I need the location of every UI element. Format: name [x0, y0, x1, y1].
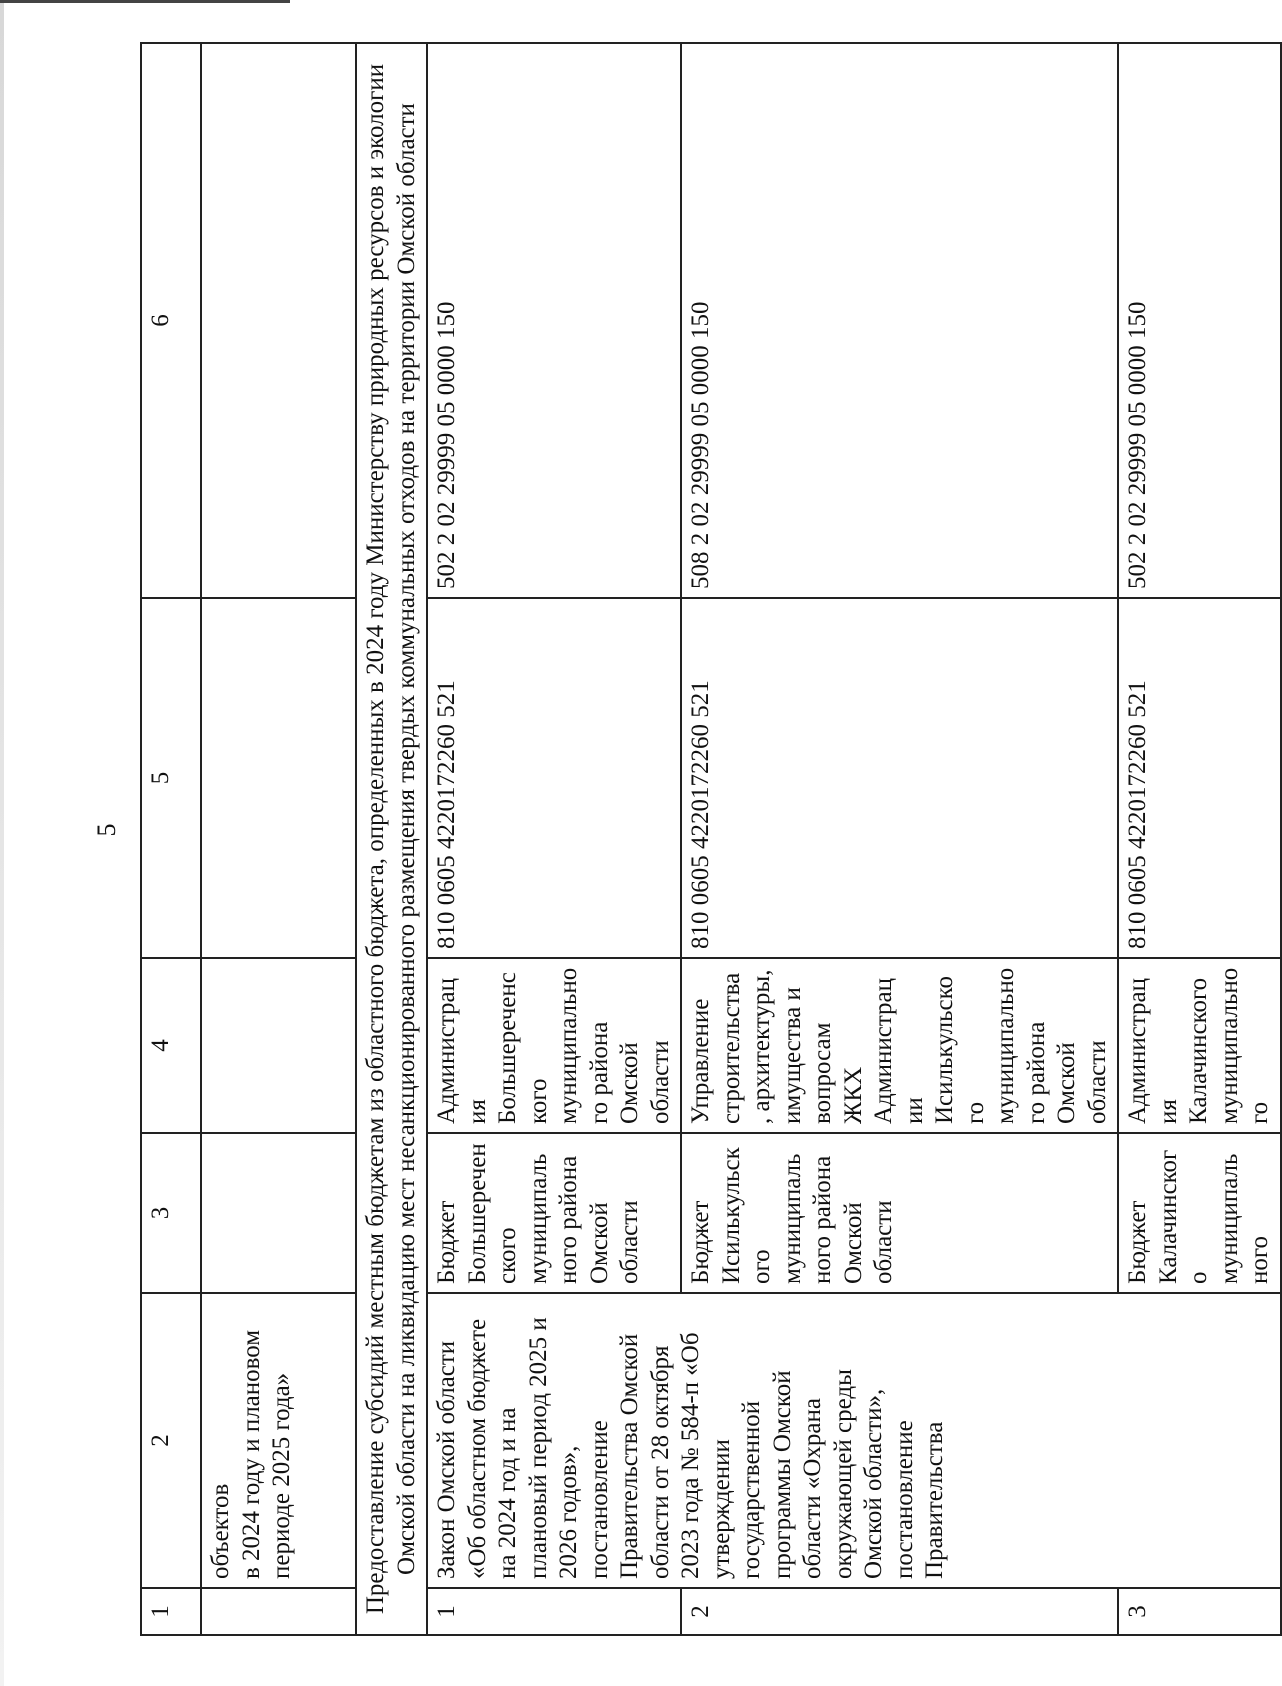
header-col-6: 6	[141, 43, 201, 598]
cell-budget: Бюджет Большереченского муниципального района Омской области	[427, 1133, 681, 1293]
cell-legal-basis-continuation: объектов в 2024 году и плановом периоде 2025 года»	[201, 1293, 356, 1588]
cell-num	[201, 1588, 356, 1635]
header-col-2: 2	[141, 1293, 201, 1588]
rotated-table-wrapper	[140, 44, 1273, 1636]
cell-budget	[201, 1133, 356, 1293]
cell-code-income: 508 2 02 29999 05 0000 150	[681, 43, 1118, 598]
cell-code-income: 502 2 02 29999 05 0000 150	[427, 43, 681, 598]
section-title: Предоставление субсидий местным бюджетам из областного бюджета, определенных в 2024 году Министерству природных ресурсов и экологии Омской области на ликвидацию мест несанкционированного размещения твердых коммунальных отходов на территории Омской области	[356, 43, 427, 1635]
cell-code-income: 502 2 02 29999 05 0000 150	[1118, 43, 1281, 598]
header-col-1: 1	[141, 1588, 201, 1635]
cell-admin: Управление строительства, архитектуры, имущества и вопросам ЖКХ Администрации Исилькульского муниципального района Омской области	[681, 958, 1118, 1133]
table-section-row	[356, 43, 427, 1635]
table-row	[427, 43, 681, 1635]
page-number: 5	[92, 823, 121, 837]
cell-code-expense: 810 0605 4220172260 521	[427, 598, 681, 958]
scan-edge	[0, 0, 4, 1686]
cell-legal-basis: Закон Омской области «Об областном бюджете на 2024 год и на плановый период 2025 и 2026 годов», постановление Правительства Омской области от 28 октября 2023 года № 584-п «Об утверждении государственной программы Омской области «Охрана окружающей среды Омской области», постановление Правительства	[427, 1293, 1281, 1588]
header-col-5: 5	[141, 598, 201, 958]
cell-num: 2	[681, 1588, 1118, 1635]
cell-code-income	[201, 43, 356, 598]
cell-num: 1	[427, 1588, 681, 1635]
cell-code-expense	[201, 598, 356, 958]
scan-edge-top	[0, 0, 290, 3]
document-table	[140, 42, 1282, 1636]
cell-code-expense: 810 0605 4220172260 521	[681, 598, 1118, 958]
cell-admin: Администрация Калачинского муниципального	[1118, 958, 1281, 1133]
cell-admin: Администрация Большереченского муниципального района Омской области	[427, 958, 681, 1133]
cell-admin	[201, 958, 356, 1133]
table-row-continuation	[201, 43, 356, 1635]
cell-code-expense: 810 0605 4220172260 521	[1118, 598, 1281, 958]
header-col-4: 4	[141, 958, 201, 1133]
cell-budget: Бюджет Калачинского муниципального	[1118, 1133, 1281, 1293]
cell-num: 3	[1118, 1588, 1281, 1635]
cell-budget: Бюджет Исилькульского муниципального района Омской области	[681, 1133, 1118, 1293]
header-col-3: 3	[141, 1133, 201, 1293]
table-header-row	[141, 43, 201, 1635]
